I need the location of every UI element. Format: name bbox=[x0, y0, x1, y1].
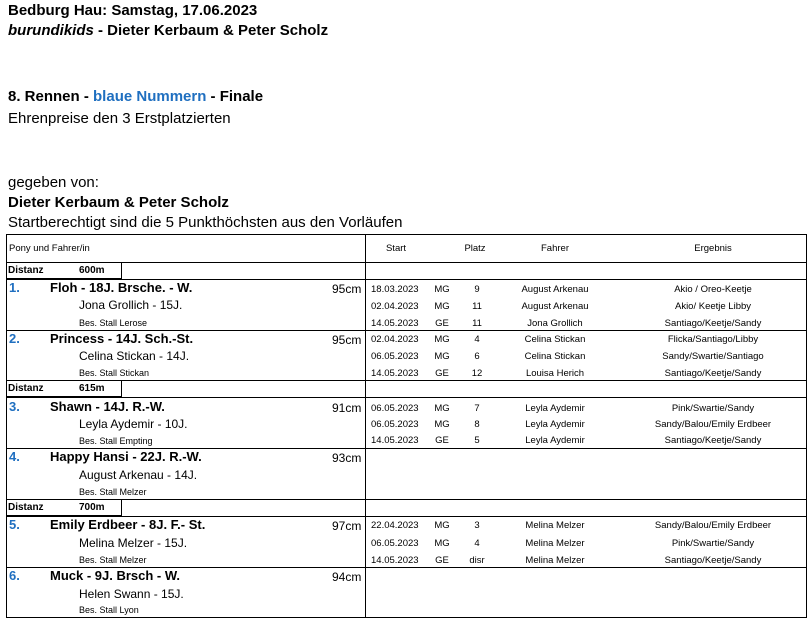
pony-size: 95cm bbox=[332, 333, 362, 347]
result-location: MG bbox=[434, 301, 450, 312]
pony-size: 93cm bbox=[332, 451, 362, 465]
pony-name: Emily Erdbeer - 8J. F.- St. bbox=[50, 517, 206, 532]
entry-number: 2. bbox=[9, 331, 20, 346]
race-title bbox=[8, 88, 263, 105]
driver-name: Jona Grollich - 15J. bbox=[79, 298, 183, 312]
result-location: GE bbox=[435, 368, 449, 379]
result-place: 4 bbox=[474, 538, 480, 549]
entry-number: 1. bbox=[9, 280, 20, 295]
result-place: 5 bbox=[474, 435, 480, 446]
distance-value: 700m bbox=[79, 502, 105, 513]
results-table bbox=[6, 234, 807, 618]
driver-name: Helen Swann - 15J. bbox=[79, 587, 184, 601]
stable-name: Bes. Stall Melzer bbox=[79, 487, 147, 497]
sponsor-names: Dieter Kerbaum & Peter Scholz bbox=[8, 194, 229, 211]
result-date: 14.05.2023 bbox=[371, 435, 419, 446]
result-outcome: Pink/Swartie/Sandy bbox=[671, 538, 755, 549]
result-location: MG bbox=[434, 538, 450, 549]
pony-size: 94cm bbox=[332, 570, 362, 584]
result-outcome: Santiago/Keetje/Sandy bbox=[664, 555, 762, 566]
entry-number: 6. bbox=[9, 568, 20, 583]
result-date: 02.04.2023 bbox=[371, 301, 419, 312]
result-driver: August Arkenau bbox=[521, 301, 589, 312]
result-place: 9 bbox=[474, 284, 480, 295]
result-date: 14.05.2023 bbox=[371, 318, 419, 329]
result-driver: Jona Grollich bbox=[527, 318, 583, 329]
result-driver: Leyla Aydemir bbox=[525, 419, 585, 430]
result-outcome: Akio / Oreo-Keetje bbox=[674, 284, 752, 295]
result-location: MG bbox=[434, 334, 450, 345]
result-place: 3 bbox=[474, 520, 480, 531]
stable-name: Bes. Stall Melzer bbox=[79, 555, 147, 565]
pony-name: Shawn - 14J. R.-W. bbox=[50, 399, 165, 414]
result-location: MG bbox=[434, 284, 450, 295]
result-location: GE bbox=[435, 555, 449, 566]
driver-name: Melina Melzer - 15J. bbox=[79, 536, 188, 550]
result-driver: August Arkenau bbox=[521, 284, 589, 295]
result-place: 8 bbox=[474, 419, 480, 430]
result-place: 4 bbox=[474, 334, 480, 345]
result-date: 18.03.2023 bbox=[371, 284, 419, 295]
result-location: MG bbox=[434, 419, 450, 430]
pony-size: 97cm bbox=[332, 519, 362, 533]
result-driver: Celina Stickan bbox=[524, 334, 586, 345]
col-header-start: Start bbox=[385, 243, 407, 254]
result-driver: Melina Melzer bbox=[525, 555, 585, 566]
stable-name: Bes. Stall Empting bbox=[79, 436, 153, 446]
result-date: 06.05.2023 bbox=[371, 403, 419, 414]
given-by-label: gegeben von: bbox=[8, 174, 99, 191]
driver-name: August Arkenau - 14J. bbox=[79, 468, 198, 482]
result-outcome: Sandy/Balou/Emily Erdbeer bbox=[654, 520, 772, 531]
race-title-suffix: - Finale bbox=[206, 88, 264, 105]
result-place: 6 bbox=[474, 351, 480, 362]
race-title-highlight: blaue Nummern bbox=[93, 88, 207, 105]
result-driver: Louisa Herich bbox=[525, 368, 585, 379]
result-place: 11 bbox=[472, 318, 482, 329]
result-date: 14.05.2023 bbox=[371, 555, 419, 566]
result-outcome: Pink/Swartie/Sandy bbox=[671, 403, 755, 414]
prize-text: Ehrenpreise den 3 Erstplatzierten bbox=[8, 110, 231, 127]
result-driver: Melina Melzer bbox=[525, 520, 585, 531]
result-outcome: Sandy/Balou/Emily Erdbeer bbox=[654, 419, 772, 430]
distance-value: 600m bbox=[79, 265, 105, 276]
entry-number: 3. bbox=[9, 399, 20, 414]
stable-name: Bes. Stall Stickan bbox=[79, 368, 150, 378]
pony-size: 91cm bbox=[332, 401, 362, 415]
result-driver: Leyla Aydemir bbox=[525, 435, 585, 446]
result-outcome: Santiago/Keetje/Sandy bbox=[664, 318, 762, 329]
result-driver: Leyla Aydemir bbox=[525, 403, 585, 414]
result-outcome: Santiago/Keetje/Sandy bbox=[664, 368, 762, 379]
col-header-platz: Platz bbox=[464, 243, 486, 254]
col-header-pony: Pony und Fahrer/in bbox=[9, 243, 90, 254]
result-date: 02.04.2023 bbox=[371, 334, 419, 345]
driver-name: Celina Stickan - 14J. bbox=[79, 349, 190, 363]
result-date: 06.05.2023 bbox=[371, 351, 419, 362]
pony-name: Princess - 14J. Sch.-St. bbox=[50, 331, 194, 346]
entry-number: 4. bbox=[9, 449, 20, 464]
stable-name: Bes. Stall Lerose bbox=[79, 318, 148, 328]
race-title-prefix: 8. Rennen - bbox=[8, 88, 94, 105]
result-date: 22.04.2023 bbox=[371, 520, 419, 531]
stable-name: Bes. Stall Lyon bbox=[79, 605, 139, 615]
result-location: MG bbox=[434, 351, 450, 362]
result-location: MG bbox=[434, 403, 450, 414]
distance-label: Distanz bbox=[8, 502, 44, 513]
result-outcome: Santiago/Keetje/Sandy bbox=[664, 435, 762, 446]
result-outcome: Flicka/Santiago/Libby bbox=[667, 334, 759, 345]
pony-name: Floh - 18J. Brsche. - W. bbox=[50, 280, 193, 295]
event-title: Bedburg Hau: Samstag, 17.06.2023 bbox=[8, 2, 258, 19]
col-header-ergebnis: Ergebnis bbox=[694, 243, 732, 254]
result-place: 12 bbox=[471, 368, 483, 379]
result-location: GE bbox=[435, 318, 449, 329]
organizer-brand: burundikids bbox=[8, 22, 94, 39]
eligibility-text: Startberechtigt sind die 5 Punkthöchsten aus den Vorläufen bbox=[8, 214, 403, 231]
entry-number: 5. bbox=[9, 517, 20, 532]
distance-value: 615m bbox=[79, 383, 105, 394]
result-date: 06.05.2023 bbox=[371, 538, 419, 549]
result-place: disr bbox=[469, 555, 485, 566]
col-header-fahrer: Fahrer bbox=[541, 243, 569, 254]
pony-name: Muck - 9J. Brsch - W. bbox=[50, 568, 181, 583]
result-place: 11 bbox=[472, 301, 482, 312]
result-location: GE bbox=[435, 435, 449, 446]
result-driver: Celina Stickan bbox=[524, 351, 586, 362]
result-driver: Melina Melzer bbox=[525, 538, 585, 549]
organizer-line bbox=[8, 22, 328, 40]
pony-name: Happy Hansi - 22J. R.-W. bbox=[50, 449, 202, 464]
driver-name: Leyla Aydemir - 10J. bbox=[79, 417, 188, 431]
distance-label: Distanz bbox=[8, 265, 44, 276]
result-outcome: Sandy/Swartie/Santiago bbox=[662, 351, 764, 362]
result-outcome: Akio/ Keetje Libby bbox=[674, 301, 752, 312]
result-date: 06.05.2023 bbox=[371, 419, 419, 430]
result-date: 14.05.2023 bbox=[371, 368, 419, 379]
result-location: MG bbox=[434, 520, 450, 531]
pony-size: 95cm bbox=[332, 282, 362, 296]
result-place: 7 bbox=[474, 403, 480, 414]
distance-label: Distanz bbox=[8, 383, 44, 394]
organizer-names: - Dieter Kerbaum & Peter Scholz bbox=[93, 22, 329, 39]
